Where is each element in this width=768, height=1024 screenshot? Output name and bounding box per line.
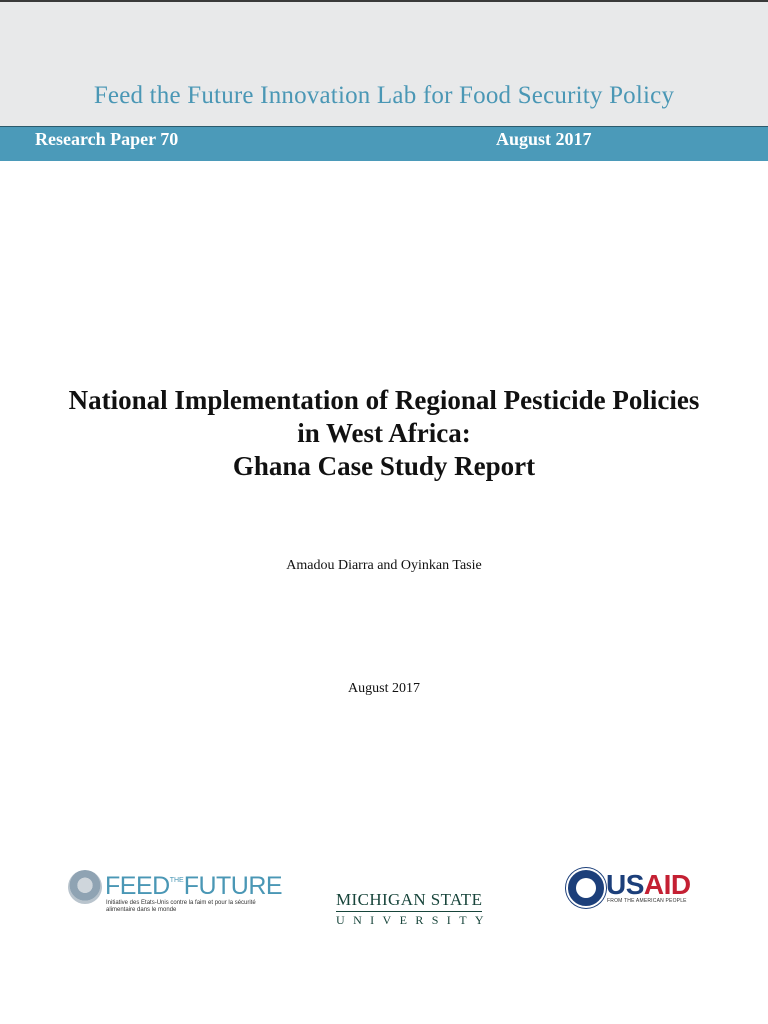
report-title: [0, 384, 768, 483]
usaid-word-aid: AID: [643, 869, 691, 900]
title-line-3: Ghana Case Study Report: [232, 451, 536, 481]
michigan-state-logo: [336, 890, 492, 930]
feed-the-future-tagline: Initiative des Etats-Unis contre la faim et pour la sécurité alimentaire dans le monde: [106, 900, 256, 913]
msu-line-1: MICHIGAN STATE: [336, 890, 482, 912]
usaid-seal-icon: [566, 868, 606, 908]
publication-date: August 2017: [348, 681, 420, 696]
feed-the-future-logo: [68, 870, 283, 918]
research-paper-number: Research Paper 70: [35, 129, 179, 149]
lab-title: Feed the Future Innovation Lab for Food Security Policy: [93, 82, 675, 109]
authors: Amadou Diarra and Oyinkan Tasie: [286, 558, 482, 573]
ftf-word-the: THE: [169, 877, 184, 884]
usaid-tagline: FROM THE AMERICAN PEOPLE: [607, 898, 687, 904]
us-seal-icon: [68, 870, 102, 904]
ftf-word-feed: FEED: [105, 872, 170, 900]
usaid-logo: [566, 868, 690, 908]
title-line-1: National Implementation of Regional Pesticide Policies: [68, 385, 700, 415]
series-date: August 2017: [496, 129, 592, 149]
usaid-word-us: US: [606, 869, 644, 900]
series-bar: [0, 126, 768, 161]
feed-the-future-wordmark: [105, 872, 282, 901]
ftf-word-future: FUTURE: [183, 872, 283, 900]
msu-line-2: UNIVERSITY: [336, 913, 492, 927]
title-line-2: in West Africa:: [297, 418, 471, 448]
usaid-wordmark: [606, 868, 691, 902]
